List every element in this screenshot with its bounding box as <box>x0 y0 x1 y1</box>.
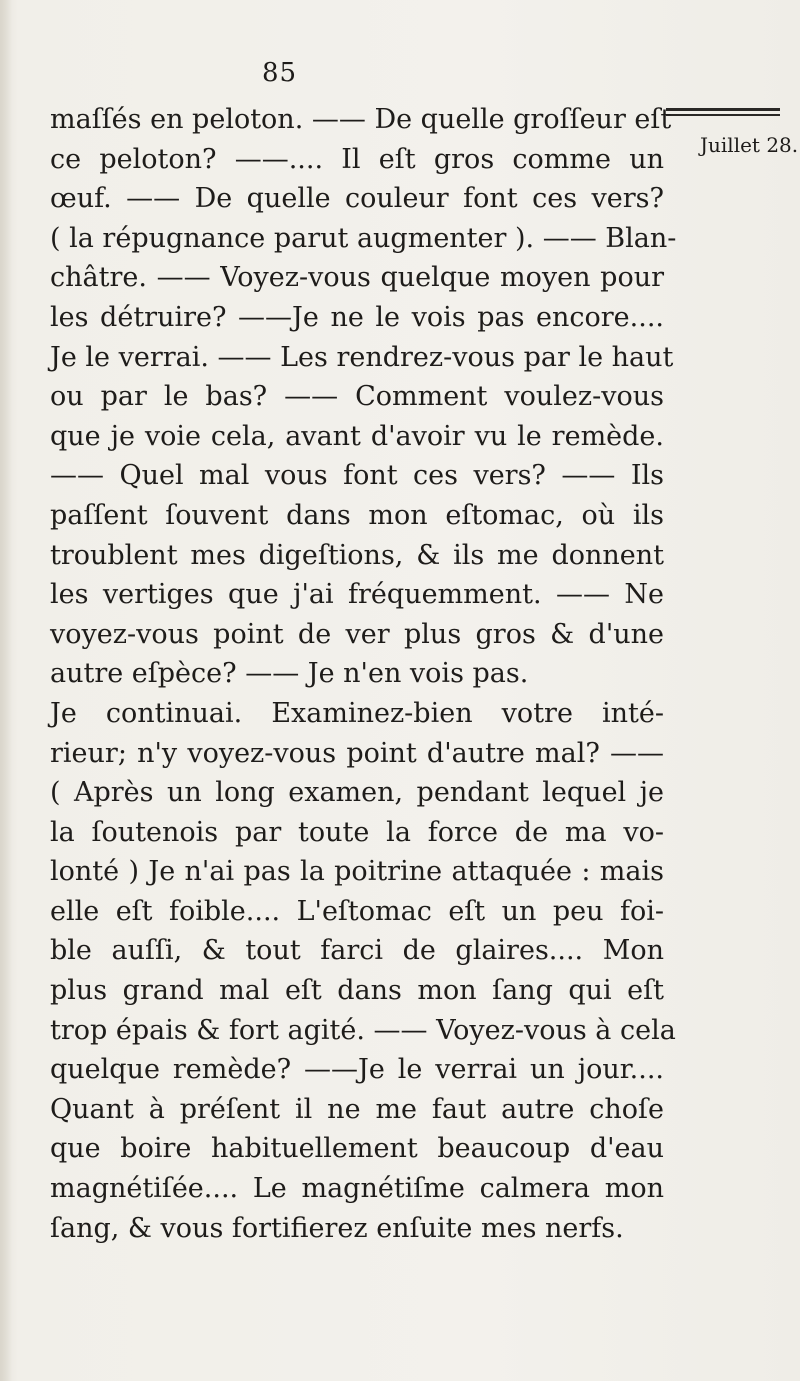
body-text <box>50 100 677 1248</box>
text-line: les vertiges que j'ai fréquemment. —— Ne <box>50 579 664 611</box>
text-line: rieur; n'y voyez-vous point d'autre mal? —— <box>50 737 664 769</box>
text-line: Je continuai. Examinez-bien votre inté- <box>50 697 664 729</box>
text-line: Quant à préſent il ne me faut autre choſe <box>50 1093 664 1125</box>
text-line: ſang, & vous fortifierez enſuite mes nerfs. <box>50 1212 624 1244</box>
text-line: œuf. —— De quelle couleur font ces vers? <box>50 183 664 215</box>
text-line: la ſoutenois par toute la force de ma vo- <box>50 816 664 848</box>
page-gutter-shadow <box>0 0 12 1381</box>
text-line: ou par le bas? —— Comment voulez-vous <box>50 381 664 413</box>
text-line: quelque remède? ——Je le verrai un jour.... <box>50 1054 664 1086</box>
text-line: que boire habituellement beaucoup d'eau <box>50 1133 664 1165</box>
text-line: voyez-vous point de ver plus gros & d'une <box>50 618 664 650</box>
text-line: lonté ) Je n'ai pas la poitrine attaquée : mais <box>50 856 664 888</box>
text-line: plus grand mal eſt dans mon ſang qui eſt <box>50 975 664 1007</box>
text-line: elle eſt foible.... L'eſtomac eſt un peu foi- <box>50 895 664 927</box>
text-line: troublent mes digeſtions, & ils me donnent <box>50 539 664 571</box>
text-line: châtre. —— Voyez-vous quelque moyen pour <box>50 262 664 294</box>
text-line: Je le verrai. —— Les rendrez-vous par le haut <box>50 341 674 373</box>
text-line: ( Après un long examen, pendant lequel je <box>50 777 664 809</box>
text-line: que je voie cela, avant d'avoir vu le remède. <box>50 420 664 452</box>
text-line: —— Quel mal vous font ces vers? —— Ils <box>50 460 664 492</box>
text-line: autre eſpèce? —— Je n'en vois pas. <box>50 658 529 690</box>
margin-date-note: Juillet 28. <box>700 133 799 157</box>
text-line: magnétiſée.... Le magnétiſme calmera mon <box>50 1173 664 1205</box>
text-line: ( la répugnance parut augmenter ). —— Blan- <box>50 222 677 254</box>
text-line: maſſés en peloton. —— De quelle groſſeur eſt <box>50 104 672 135</box>
text-line: ce peloton? ——.... Il eſt gros comme un <box>50 143 664 175</box>
text-line: ble auſſi, & tout farci de glaires.... Mon <box>50 935 664 967</box>
text-line: paſſent ſouvent dans mon eſtomac, où ils <box>50 499 664 531</box>
margin-double-rule <box>666 108 780 116</box>
text-line: trop épais & fort agité. —— Voyez-vous à cela <box>50 1014 676 1046</box>
text-line: les détruire? ——Je ne le vois pas encore.... <box>50 301 664 333</box>
page-number: 85 <box>262 58 298 88</box>
